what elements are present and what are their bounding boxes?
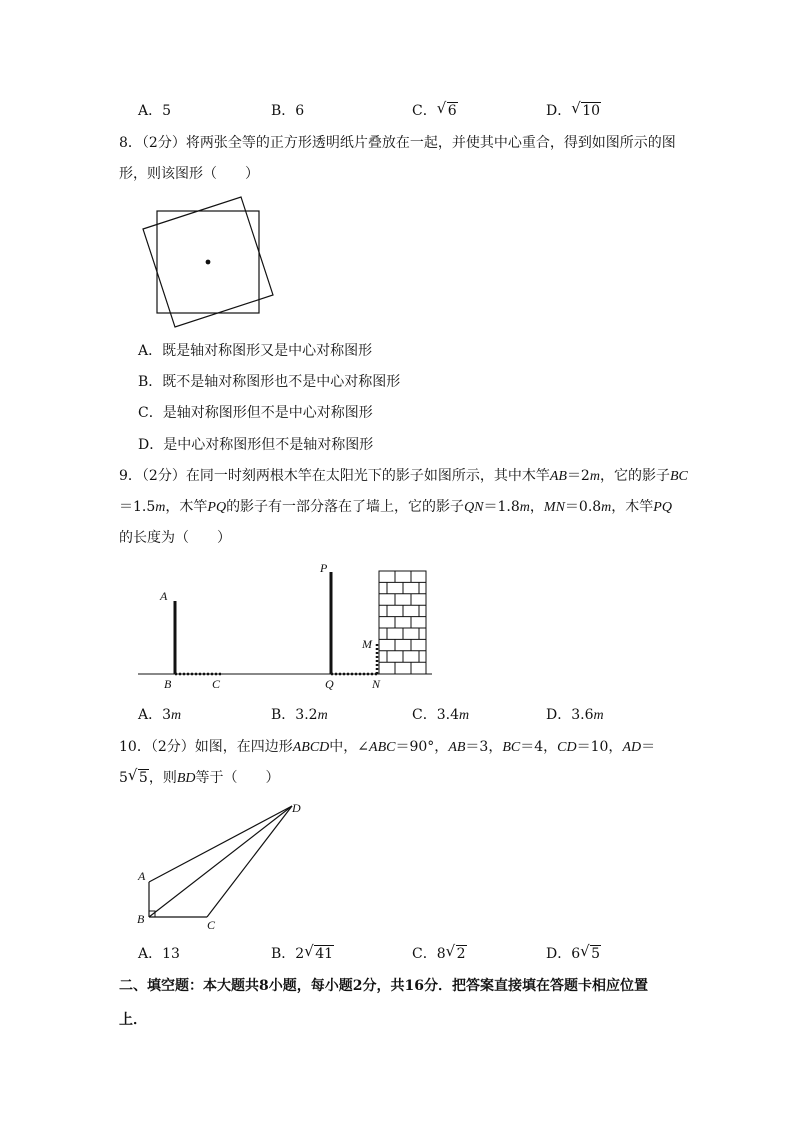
q9-label-p: P: [320, 561, 328, 575]
q7-option-d: D． √ 10: [546, 99, 601, 119]
q10-label-d: D: [292, 801, 301, 815]
q9-option-a: A．3m: [138, 707, 182, 723]
q9-label-c: C: [212, 677, 221, 691]
sqrt-5: √ 5: [127, 766, 148, 786]
q7-option-a: A．5: [138, 103, 172, 119]
q10-option-c: C．8 √ 2: [412, 942, 466, 962]
q9-brick-wall: [379, 571, 426, 674]
q8-stem-line1: 8．（2分）将两张全等的正方形透明纸片叠放在一起，并使其中心重合，得到如图所示的图: [119, 135, 676, 151]
q8-figure: [138, 192, 278, 332]
q9-option-c: C．3.4m: [412, 707, 470, 723]
q10-option-b: B．2 √ 41: [271, 942, 334, 962]
q9-stem-line2: ＝1.5m，木竿PQ的影子有一部分落在了墙上，它的影子QN＝1.8m，MN＝0.8m，木竿PQ: [119, 499, 672, 515]
q8-option-a: A．既是轴对称图形又是中心对称图形: [138, 343, 373, 359]
q9-label-q: Q: [325, 677, 334, 691]
q10-option-a: A．13: [138, 946, 180, 962]
q7-option-b: B．6: [271, 103, 305, 119]
sqrt-6: √ 6: [436, 99, 457, 119]
q10-option-d: D．6 √ 5: [546, 942, 601, 962]
q9-stem-line1: 9．（2分）在同一时刻两根木竿在太阳光下的影子如图所示，其中木竿AB＝2m，它的影子BC: [119, 468, 688, 484]
sqrt-10: √ 10: [571, 99, 601, 119]
q9-label-b: B: [164, 677, 172, 691]
q9-label-a: A: [160, 589, 168, 603]
q10-label-c: C: [207, 918, 216, 932]
q10-stem-line2: 5 √ 5，则BD等于（ ）: [119, 766, 280, 786]
q8-option-c: C．是轴对称图形但不是中心对称图形: [138, 405, 373, 421]
q9-label-n: N: [372, 677, 381, 691]
q9-stem-line3: 的长度为（ ）: [119, 530, 231, 546]
sqrt-5-option: √ 5: [580, 942, 601, 962]
q9-option-b: B．3.2m: [271, 707, 328, 723]
q9-figure: [130, 558, 440, 693]
q7-option-c: C． √ 6: [412, 99, 457, 119]
q10-label-a: A: [138, 869, 146, 883]
q10-figure: [130, 796, 320, 936]
sqrt-41: √ 41: [304, 942, 334, 962]
q9-option-d: D．3.6m: [546, 707, 604, 723]
section2-heading-line1: 二、填空题：本大题共8小题，每小题2分，共16分．把答案直接填在答题卡相应位置: [119, 978, 648, 994]
q8-option-b: B．既不是轴对称图形也不是中心对称图形: [138, 374, 401, 390]
q9-label-m: M: [362, 637, 372, 651]
q8-option-d: D．是中心对称图形但不是轴对称图形: [138, 437, 374, 453]
q10-stem-line1: 10．（2分）如图，在四边形ABCD中，∠ABC＝90°，AB＝3，BC＝4，CD＝10，AD＝: [119, 739, 656, 755]
q10-label-b: B: [137, 912, 145, 926]
section2-heading-line2: 上．: [119, 1012, 147, 1028]
q8-center-point: [206, 260, 211, 265]
q8-stem-line2: 形，则该图形（ ）: [119, 166, 259, 182]
q10-segment-ad: [149, 806, 292, 882]
sqrt-2: √ 2: [445, 942, 466, 962]
